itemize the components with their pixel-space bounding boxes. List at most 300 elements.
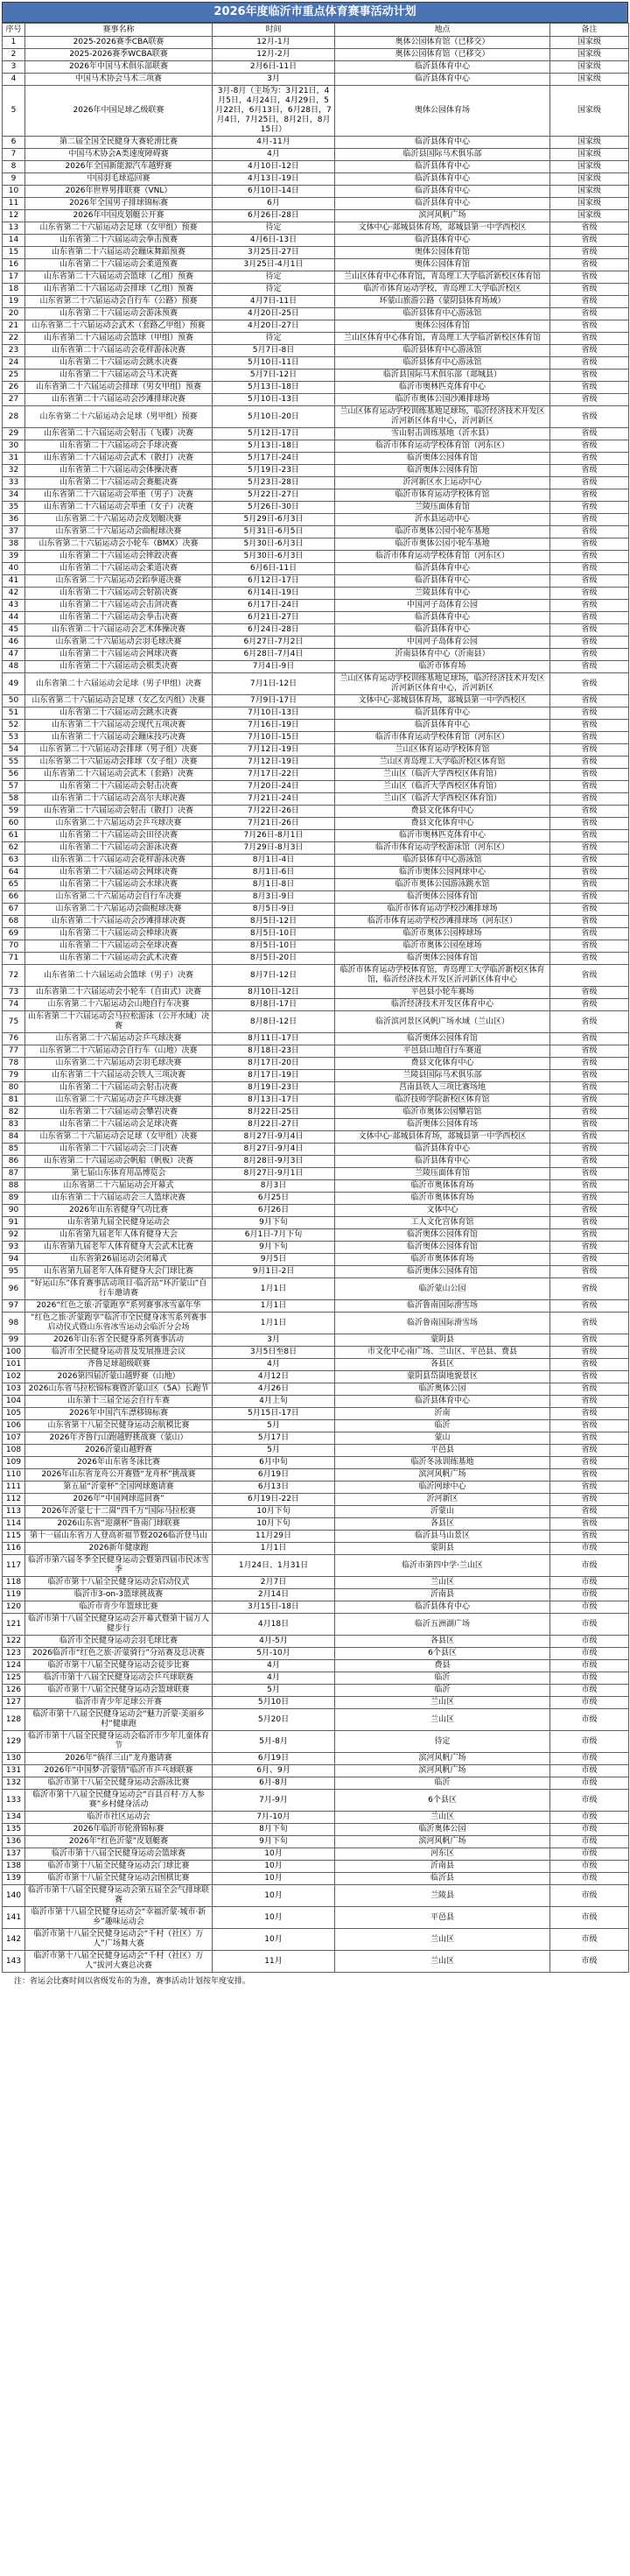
cell-index: 137 <box>3 1848 25 1861</box>
cell-event-name: 山东省第二十六届运动会柔道决赛 <box>25 563 213 575</box>
cell-remark: 省级 <box>550 1180 629 1193</box>
cell-time: 6月17日-24日 <box>213 600 335 612</box>
cell-index: 52 <box>3 720 25 732</box>
cell-location: 各县区 <box>335 1359 550 1371</box>
cell-location: 兰山区 <box>335 1697 550 1709</box>
cell-time: 7月16日-19日 <box>213 720 335 732</box>
cell-remark: 省级 <box>550 624 629 637</box>
cell-remark: 省级 <box>550 1058 629 1070</box>
cell-location: 临沂技师学院新校区体育馆 <box>335 1094 550 1107</box>
table-row <box>3 1033 629 1045</box>
cell-location: 奥体公园体育馆 <box>335 259 550 271</box>
cell-index: 138 <box>3 1861 25 1873</box>
cell-index: 90 <box>3 1205 25 1217</box>
cell-time: 5月13日-18日 <box>213 440 335 453</box>
cell-remark: 市级 <box>550 1648 629 1660</box>
cell-event-name: 山东省第二十六届运动会游泳预赛 <box>25 308 213 320</box>
cell-index: 139 <box>3 1873 25 1885</box>
cell-index: 35 <box>3 502 25 514</box>
cell-time: 8月27日-9月4日 <box>213 1131 335 1144</box>
cell-location: 临沂市体育场 <box>335 661 550 673</box>
cell-time: 8月3日 <box>213 1180 335 1193</box>
cell-remark: 国家级 <box>550 61 629 74</box>
cell-index: 14 <box>3 235 25 247</box>
cell-event-name: 山东省第二十六届运动会羽毛球决赛 <box>25 637 213 649</box>
cell-location: 临沂市奥体体育场 <box>335 1254 550 1266</box>
cell-index: 41 <box>3 575 25 588</box>
cell-index: 125 <box>3 1672 25 1685</box>
cell-event-name: 山东省第二十六届运动会垒球决赛 <box>25 940 213 953</box>
cell-remark: 省级 <box>550 551 629 563</box>
cell-location: 蒙阴县 <box>335 1334 550 1347</box>
table-row <box>3 465 629 477</box>
cell-location: 临沂县体育中心 <box>335 563 550 575</box>
cell-location: 蒙阴县岱崮地貌景区 <box>335 1371 550 1383</box>
cell-event-name: 2026山东省“迎潮杯”鲁南门球联赛 <box>25 1518 213 1531</box>
cell-index: 53 <box>3 732 25 744</box>
cell-location: 临沂县体育中心 <box>335 707 550 720</box>
table-row <box>3 1432 629 1445</box>
cell-time: 8月13日-17日 <box>213 1094 335 1107</box>
cell-location: 临沂市奥体公园小轮车基地 <box>335 538 550 551</box>
cell-location: 环蒙山旅游公路（蒙阴县体育场域） <box>335 296 550 308</box>
cell-location: 临沂 <box>335 1777 550 1790</box>
cell-location: 兰山区青岛理工大学临沂校区体育馆 <box>335 757 550 769</box>
table-row <box>3 1861 629 1873</box>
cell-location: 工人文化宫体育馆 <box>335 1217 550 1229</box>
cell-remark: 省级 <box>550 357 629 370</box>
cell-location: 临沂县体育中心 <box>335 74 550 86</box>
cell-location: 临沂县国际马术俱乐部 <box>335 149 550 161</box>
cell-remark: 省级 <box>550 538 629 551</box>
cell-location: 临沂市体育运动学校沙滩排球场 <box>335 904 550 916</box>
cell-remark: 国家级 <box>550 210 629 222</box>
cell-remark: 市级 <box>550 1577 629 1589</box>
cell-event-name: 山东省第二十六届运动会射击（散打）决赛 <box>25 806 213 818</box>
table-row <box>3 320 629 333</box>
cell-remark: 省级 <box>550 879 629 891</box>
cell-index: 54 <box>3 744 25 757</box>
table-row <box>3 1753 629 1765</box>
cell-event-name: 临沂市第十八届全民健身运动会“千村（社区）万人”拔河大赛总决赛 <box>25 1951 213 1973</box>
cell-index: 140 <box>3 1885 25 1907</box>
table-row <box>3 953 629 965</box>
cell-time: 7月9日-17日 <box>213 695 335 707</box>
cell-location: 临沂市奥体公园垒球场 <box>335 940 550 953</box>
table-row <box>3 1614 629 1636</box>
table-row <box>3 624 629 637</box>
cell-location: 临沂市体育运动学校体育馆（河东区） <box>335 732 550 744</box>
cell-time: 8月22日-25日 <box>213 1107 335 1119</box>
cell-remark: 省级 <box>550 1278 629 1300</box>
cell-time: 3月25日-27日 <box>213 247 335 259</box>
cell-time: 10月下旬 <box>213 1506 335 1518</box>
cell-event-name: 2026年中国皮划艇公开赛 <box>25 210 213 222</box>
cell-index: 118 <box>3 1577 25 1589</box>
cell-location: 临沂县马山景区 <box>335 1531 550 1543</box>
cell-time: 6月19日 <box>213 1753 335 1765</box>
cell-location: 兰陵县国际马术俱乐部 <box>335 1070 550 1082</box>
cell-remark: 省级 <box>550 600 629 612</box>
table-row <box>3 916 629 928</box>
cell-index: 64 <box>3 867 25 879</box>
cell-time: 9月下旬 <box>213 1217 335 1229</box>
cell-remark: 省级 <box>550 1469 629 1482</box>
cell-index: 26 <box>3 382 25 394</box>
cell-location: 雪山射击训练基地（沂水县） <box>335 428 550 440</box>
table-row <box>3 394 629 406</box>
cell-remark: 国家级 <box>550 186 629 198</box>
cell-index: 132 <box>3 1777 25 1790</box>
table-row <box>3 477 629 489</box>
cell-location: 各县区 <box>335 1518 550 1531</box>
cell-event-name: 山东省第二十六届运动会足球（男子甲组）决赛 <box>25 673 213 695</box>
table-row <box>3 308 629 320</box>
cell-location: 临沂奥体公园体育馆 <box>335 1033 550 1045</box>
cell-location: 临沂市体育运动学校游泳馆（河东区） <box>335 842 550 855</box>
table-row <box>3 284 629 296</box>
cell-time: 5月30日-6月3日 <box>213 538 335 551</box>
table-row <box>3 1334 629 1347</box>
cell-time: 8月28日-9月3日 <box>213 1156 335 1168</box>
cell-event-name: 山东省第26届运动会闭幕式 <box>25 1254 213 1266</box>
cell-time: 8月1日-6日 <box>213 867 335 879</box>
table-row <box>3 575 629 588</box>
cell-time: 6月24日-28日 <box>213 624 335 637</box>
cell-remark: 省级 <box>550 1193 629 1205</box>
cell-index: 1 <box>3 37 25 49</box>
cell-event-name: 山东省第二十六届运动会三门决赛 <box>25 1144 213 1156</box>
cell-index: 121 <box>3 1614 25 1636</box>
cell-location: 临沂奥体公园体育馆 <box>335 1229 550 1242</box>
cell-location: 临沂奥体公园体育馆 <box>335 1266 550 1278</box>
cell-index: 50 <box>3 695 25 707</box>
cell-event-name: 山东省第二十六届运动会跳水决赛 <box>25 357 213 370</box>
cell-index: 110 <box>3 1469 25 1482</box>
events-table <box>2 23 629 1973</box>
cell-event-name: 临沂市全民健身运动普及发展推进会议 <box>25 1347 213 1359</box>
table-row <box>3 1518 629 1531</box>
cell-location: 临沂市奥林匹克体育中心 <box>335 830 550 842</box>
cell-index: 16 <box>3 259 25 271</box>
table-row <box>3 867 629 879</box>
cell-event-name: 山东省第二十六届运动会篮球（男子）决赛 <box>25 965 213 987</box>
cell-location: 临沂鲁南国际滑雪场 <box>335 1300 550 1313</box>
cell-index: 115 <box>3 1531 25 1543</box>
table-row <box>3 1660 629 1672</box>
cell-time: 待定 <box>213 222 335 235</box>
cell-location: 临沂市奥体公园网球中心 <box>335 867 550 879</box>
cell-location: 奥体公园体育场 <box>335 86 550 137</box>
table-row <box>3 999 629 1011</box>
cell-remark: 市级 <box>550 1672 629 1685</box>
cell-time: 6月 <box>213 198 335 210</box>
cell-location: 临沂县体育中心 <box>335 624 550 637</box>
cell-index: 106 <box>3 1420 25 1432</box>
table-row <box>3 769 629 781</box>
table-row <box>3 49 629 61</box>
cell-index: 39 <box>3 551 25 563</box>
cell-remark: 省级 <box>550 502 629 514</box>
cell-time: 8月17日-20日 <box>213 1058 335 1070</box>
cell-index: 31 <box>3 453 25 465</box>
cell-time: 11月 <box>213 1951 335 1973</box>
cell-index: 100 <box>3 1347 25 1359</box>
cell-location: 临沂市奥体体育场 <box>335 1193 550 1205</box>
cell-time: 7月29日-8月3日 <box>213 842 335 855</box>
cell-remark: 省级 <box>550 1011 629 1033</box>
cell-event-name: 山东省第二十六届运动会射击决赛 <box>25 1082 213 1094</box>
cell-index: 134 <box>3 1812 25 1824</box>
cell-remark: 省级 <box>550 757 629 769</box>
cell-location: 滨河风帆广场 <box>335 1469 550 1482</box>
cell-index: 124 <box>3 1660 25 1672</box>
table-row <box>3 198 629 210</box>
table-row <box>3 1577 629 1589</box>
cell-index: 61 <box>3 830 25 842</box>
table-row <box>3 382 629 394</box>
cell-remark: 省级 <box>550 247 629 259</box>
cell-index: 135 <box>3 1824 25 1836</box>
table-row <box>3 1836 629 1848</box>
cell-event-name: 2026年“中国网球巡回赛” <box>25 1494 213 1506</box>
table-row <box>3 1229 629 1242</box>
cell-index: 98 <box>3 1313 25 1334</box>
cell-time: 5月26日-30日 <box>213 502 335 514</box>
cell-remark: 省级 <box>550 370 629 382</box>
cell-location: 费县文化体育中心 <box>335 1058 550 1070</box>
table-row <box>3 235 629 247</box>
cell-event-name: 2025-2026赛季CBA联赛 <box>25 37 213 49</box>
cell-remark: 省级 <box>550 1082 629 1094</box>
cell-location: 临沂县体育中心游泳馆 <box>335 308 550 320</box>
cell-event-name: 2026年“徜徉三山”龙舟邀请赛 <box>25 1753 213 1765</box>
cell-location: 奥体公园体育馆 <box>335 320 550 333</box>
cell-location: 临沂市体育运动学校体育馆，青岛理工大学临沂新校区体育馆，临沂经济技术开发区沂河新区体育中心 <box>335 965 550 987</box>
cell-index: 127 <box>3 1697 25 1709</box>
cell-time: 4月6日-13日 <box>213 235 335 247</box>
cell-remark: 省级 <box>550 394 629 406</box>
cell-location: 临沂奥体公园体育馆 <box>335 465 550 477</box>
cell-time: 9月下旬 <box>213 1836 335 1848</box>
cell-location: 临沂县体育中心 <box>335 1144 550 1156</box>
table-row <box>3 1217 629 1229</box>
table-row <box>3 502 629 514</box>
cell-event-name: 山东省第二十六届运动会小轮车（BMX）决赛 <box>25 538 213 551</box>
cell-location: 临沂县体育中心 <box>335 612 550 624</box>
header-remark: 备注 <box>550 24 629 37</box>
cell-remark: 省级 <box>550 1420 629 1432</box>
cell-index: 84 <box>3 1131 25 1144</box>
cell-index: 85 <box>3 1144 25 1156</box>
cell-event-name: 山东省第二十六届运动会曲棍球决赛 <box>25 526 213 538</box>
cell-index: 116 <box>3 1543 25 1555</box>
cell-time: 5月23日-28日 <box>213 477 335 489</box>
table-row <box>3 928 629 940</box>
table-row <box>3 526 629 538</box>
cell-index: 32 <box>3 465 25 477</box>
cell-event-name: 临沂市青少年篮球比赛 <box>25 1601 213 1614</box>
cell-event-name: 山东省第二十六届运动会三人篮球决赛 <box>25 1193 213 1205</box>
cell-event-name: 山东省第九届老年人体育健身大会 <box>25 1229 213 1242</box>
cell-event-name: 临沂市第十八届全民健身运动会第五届全会气排球联赛 <box>25 1885 213 1907</box>
cell-location: 临沂冬泳训练基地 <box>335 1457 550 1469</box>
cell-remark: 省级 <box>550 588 629 600</box>
cell-time: 9月1日-2日 <box>213 1266 335 1278</box>
cell-index: 46 <box>3 637 25 649</box>
cell-location: 兰山区体育中心体育馆，青岛理工大学临沂新校区体育馆 <box>335 271 550 284</box>
cell-remark: 省级 <box>550 406 629 428</box>
table-row <box>3 333 629 345</box>
cell-event-name: 山东省第二十六届运动会武术决赛 <box>25 953 213 965</box>
table-row <box>3 1848 629 1861</box>
cell-remark: 省级 <box>550 855 629 867</box>
cell-time: 8月27日-9月1日 <box>213 1168 335 1180</box>
table-row <box>3 1420 629 1432</box>
cell-time: 3月25日-4月1日 <box>213 259 335 271</box>
cell-remark: 省级 <box>550 345 629 357</box>
table-row <box>3 357 629 370</box>
cell-remark: 省级 <box>550 320 629 333</box>
table-row <box>3 1824 629 1836</box>
cell-time: 5月15日-17日 <box>213 1408 335 1420</box>
cell-remark: 省级 <box>550 1094 629 1107</box>
table-row <box>3 1347 629 1359</box>
cell-event-name: 山东省第二十六届运动会跳水决赛 <box>25 707 213 720</box>
cell-index: 141 <box>3 1907 25 1929</box>
cell-event-name: 山东省第二十六届运动会马术决赛 <box>25 370 213 382</box>
cell-remark: 国家级 <box>550 173 629 186</box>
cell-index: 143 <box>3 1951 25 1973</box>
cell-remark: 市级 <box>550 1555 629 1577</box>
cell-event-name: 临沂市第十八届全民健身运动会“百县百村·万人参赛”乡村健身活动 <box>25 1790 213 1812</box>
cell-time: 5月-10月 <box>213 1648 335 1660</box>
cell-index: 36 <box>3 514 25 526</box>
cell-event-name: 山东省第二十六届运动会拳击决赛 <box>25 612 213 624</box>
cell-event-name: 山东省第二十六届运动会篮球（乙组）预赛 <box>25 271 213 284</box>
cell-event-name: 2026年临沂市轮滑锦标赛 <box>25 1824 213 1836</box>
cell-index: 10 <box>3 186 25 198</box>
cell-index: 18 <box>3 284 25 296</box>
table-row <box>3 186 629 198</box>
cell-remark: 省级 <box>550 477 629 489</box>
cell-event-name: 临沂市第十八届全民健身运动会“魅力沂蒙·美丽乡村”健康跑 <box>25 1709 213 1731</box>
cell-location: 临沂网球中心 <box>335 1482 550 1494</box>
cell-location: 各县区 <box>335 1636 550 1648</box>
cell-index: 43 <box>3 600 25 612</box>
cell-time: 5月22日-27日 <box>213 489 335 502</box>
cell-event-name: 临沂市第十八届全民健身运动会“幸福沂蒙·城市·新乡”趣味运动会 <box>25 1907 213 1929</box>
cell-location: 平邑县 <box>335 1907 550 1929</box>
cell-index: 120 <box>3 1601 25 1614</box>
table-row <box>3 453 629 465</box>
cell-index: 9 <box>3 173 25 186</box>
cell-event-name: 2026第四届沂蒙山越野赛（山地） <box>25 1371 213 1383</box>
cell-time: 4月 <box>213 149 335 161</box>
cell-remark: 市级 <box>550 1601 629 1614</box>
cell-location: 临沂县体育中心 <box>335 235 550 247</box>
table-row <box>3 1131 629 1144</box>
cell-location: 兰山区体育运动学校训练基地足球场，临沂经济技术开发区沂河新区体育中心，沂河新区 <box>335 673 550 695</box>
cell-location: 临沂奥体公园体育场 <box>335 1119 550 1131</box>
cell-location: 临沂县体育中心 <box>335 161 550 173</box>
cell-remark: 市级 <box>550 1848 629 1861</box>
cell-index: 79 <box>3 1070 25 1082</box>
cell-index: 123 <box>3 1648 25 1660</box>
cell-time: 5月10日-11日 <box>213 357 335 370</box>
cell-remark: 省级 <box>550 830 629 842</box>
table-row <box>3 879 629 891</box>
cell-location: 临沂奥体公园体育馆 <box>335 453 550 465</box>
cell-index: 2 <box>3 49 25 61</box>
cell-event-name: 2026新年健康跑 <box>25 1543 213 1555</box>
cell-event-name: 中国马术协会马术三项赛 <box>25 74 213 86</box>
cell-event-name: 临沂市第十八届全民健身运动会围棋比赛 <box>25 1873 213 1885</box>
cell-location: 临沂县体育中心 <box>335 173 550 186</box>
cell-event-name: 山东省第二十六届运动会花样游泳决赛 <box>25 855 213 867</box>
cell-index: 7 <box>3 149 25 161</box>
cell-time: 4月10日-12日 <box>213 161 335 173</box>
cell-remark: 市级 <box>550 1731 629 1753</box>
cell-location: 蒙山 <box>335 1432 550 1445</box>
cell-event-name: 第十一届山东省万人登高祈福节暨2026临沂登马山 <box>25 1531 213 1543</box>
cell-time: 8月5日-20日 <box>213 953 335 965</box>
cell-location: 临沂县体育中心 <box>335 186 550 198</box>
cell-event-name: 第七届山东体育用品博览会 <box>25 1168 213 1180</box>
document-sheet <box>2 2 628 1992</box>
cell-index: 89 <box>3 1193 25 1205</box>
cell-event-name: 山东省第二十六届运动会武术（套路乙甲组）预赛 <box>25 320 213 333</box>
cell-time: 10月 <box>213 1848 335 1861</box>
cell-index: 57 <box>3 781 25 793</box>
cell-time: 2月14日 <box>213 1589 335 1601</box>
cell-time: 8月1日-4日 <box>213 855 335 867</box>
cell-time: 4月12日 <box>213 1371 335 1383</box>
cell-event-name: 第二届全国全民健身大赛轮滑比赛 <box>25 137 213 149</box>
table-row <box>3 74 629 86</box>
table-row <box>3 1494 629 1506</box>
cell-index: 3 <box>3 61 25 74</box>
cell-location: 兰山区（临沂大学西校区体育馆） <box>335 769 550 781</box>
table-row <box>3 1205 629 1217</box>
cell-time: 4月-11月 <box>213 137 335 149</box>
cell-remark: 市级 <box>550 1543 629 1555</box>
table-row <box>3 965 629 987</box>
table-row <box>3 149 629 161</box>
table-row <box>3 1371 629 1383</box>
table-row <box>3 1543 629 1555</box>
cell-event-name: 第五届“沂蒙杯”全国网球邀请赛 <box>25 1482 213 1494</box>
cell-time: 8月5日-10日 <box>213 940 335 953</box>
cell-index: 12 <box>3 210 25 222</box>
cell-index: 13 <box>3 222 25 235</box>
cell-time: 5月31日-6月5日 <box>213 526 335 538</box>
cell-event-name: 临沂市第十八届全民健身运动会篮球赛 <box>25 1848 213 1861</box>
table-row <box>3 1383 629 1396</box>
cell-index: 131 <box>3 1765 25 1777</box>
cell-location: 沂南县 <box>335 1861 550 1873</box>
cell-event-name: 临沂市第十八届全民健身运动会开幕式暨第十届万人健步行 <box>25 1614 213 1636</box>
cell-time: 7月4日-9日 <box>213 661 335 673</box>
table-row <box>3 661 629 673</box>
cell-event-name: 齐鲁足球超级联赛 <box>25 1359 213 1371</box>
cell-event-name: “红色之旅·沂蒙跑享”临沂市全民健身冰雪系列赛事启动仪式暨山东省冰雪运动会临沂分会场 <box>25 1313 213 1334</box>
cell-index: 77 <box>3 1045 25 1058</box>
cell-time: 6月28日-7月4日 <box>213 649 335 661</box>
cell-remark: 省级 <box>550 1457 629 1469</box>
cell-time: 8月10日-12日 <box>213 987 335 999</box>
cell-location: 6个县区 <box>335 1648 550 1660</box>
